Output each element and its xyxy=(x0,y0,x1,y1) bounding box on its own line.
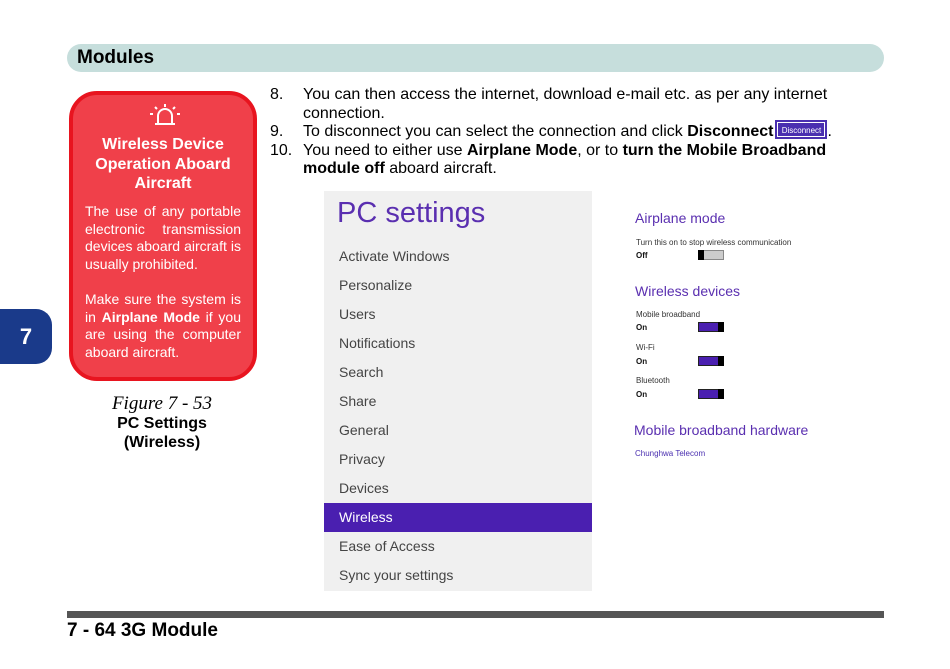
nav-item-general[interactable]: General xyxy=(339,422,389,438)
airplane-warning-icon xyxy=(147,102,183,128)
wifi-state: On xyxy=(636,357,648,366)
mobile-broadband-hardware-heading: Mobile broadband hardware xyxy=(634,422,809,438)
section-title: Modules xyxy=(77,47,155,68)
warning-paragraph-2: Make sure the system is in Airplane Mode if you are using the computer aboard aircraft. xyxy=(85,291,241,361)
bluetooth-state: On xyxy=(636,390,648,399)
nav-item-activate-windows[interactable]: Activate Windows xyxy=(339,248,450,264)
carrier-link[interactable]: Chunghwa Telecom xyxy=(635,449,706,458)
nav-item-sync-settings[interactable]: Sync your settings xyxy=(339,567,454,583)
figure-label: Figure 7 - 53 xyxy=(111,393,213,414)
wifi-label: Wi-Fi xyxy=(636,343,655,352)
airplane-mode-toggle[interactable] xyxy=(698,250,724,260)
nav-item-users[interactable]: Users xyxy=(339,306,376,322)
section-header-bar xyxy=(67,44,884,72)
nav-item-notifications[interactable]: Notifications xyxy=(339,335,416,351)
airplane-mode-state: Off xyxy=(636,251,648,260)
chapter-tab: 7 xyxy=(0,309,52,364)
instruction-steps xyxy=(270,86,882,179)
nav-item-search[interactable]: Search xyxy=(339,364,384,380)
wireless-devices-heading: Wireless devices xyxy=(635,283,741,299)
bluetooth-toggle[interactable] xyxy=(698,389,724,399)
mobile-broadband-toggle[interactable] xyxy=(698,322,724,332)
nav-item-wireless[interactable]: Wireless xyxy=(324,503,592,532)
wireless-settings-panel xyxy=(600,200,880,490)
mobile-broadband-label: Mobile broadband xyxy=(636,310,701,319)
warning-box xyxy=(69,91,257,381)
wifi-toggle[interactable] xyxy=(698,356,724,366)
nav-item-share[interactable]: Share xyxy=(339,393,377,409)
footer-divider xyxy=(67,611,884,618)
figure-title: PC Settings (Wireless) xyxy=(117,415,207,451)
nav-item-personalize[interactable]: Personalize xyxy=(339,277,413,293)
page-footer: 7 - 64 3G Module xyxy=(67,620,218,641)
nav-item-privacy[interactable]: Privacy xyxy=(339,451,385,467)
step-9: 9. To disconnect you can select the connection and click Disconnect Disconnect . xyxy=(270,123,832,141)
pc-settings-nav xyxy=(324,191,592,591)
nav-item-ease-of-access[interactable]: Ease of Access xyxy=(339,538,435,554)
step-8: 8. You can then access the internet, download e-mail etc. as per any internet connection. xyxy=(270,86,828,122)
warning-paragraph-1: The use of any portable electronic transmission devices aboard aircraft is usually prohibited. xyxy=(85,203,241,273)
nav-item-devices[interactable]: Devices xyxy=(339,480,389,496)
step-10: 10. You need to either use Airplane Mode, or to turn the Mobile Broadband module off aboard aircraft. xyxy=(270,141,827,178)
mobile-broadband-state: On xyxy=(636,323,648,332)
disconnect-button[interactable]: Disconnect xyxy=(777,122,825,137)
bluetooth-label: Bluetooth xyxy=(636,376,670,385)
airplane-mode-heading: Airplane mode xyxy=(635,210,726,226)
pc-settings-title: PC settings xyxy=(337,197,486,229)
airplane-mode-description: Turn this on to stop wireless communication xyxy=(636,238,792,247)
warning-title: Wireless Device Operation Aboard Aircraft xyxy=(95,136,231,192)
